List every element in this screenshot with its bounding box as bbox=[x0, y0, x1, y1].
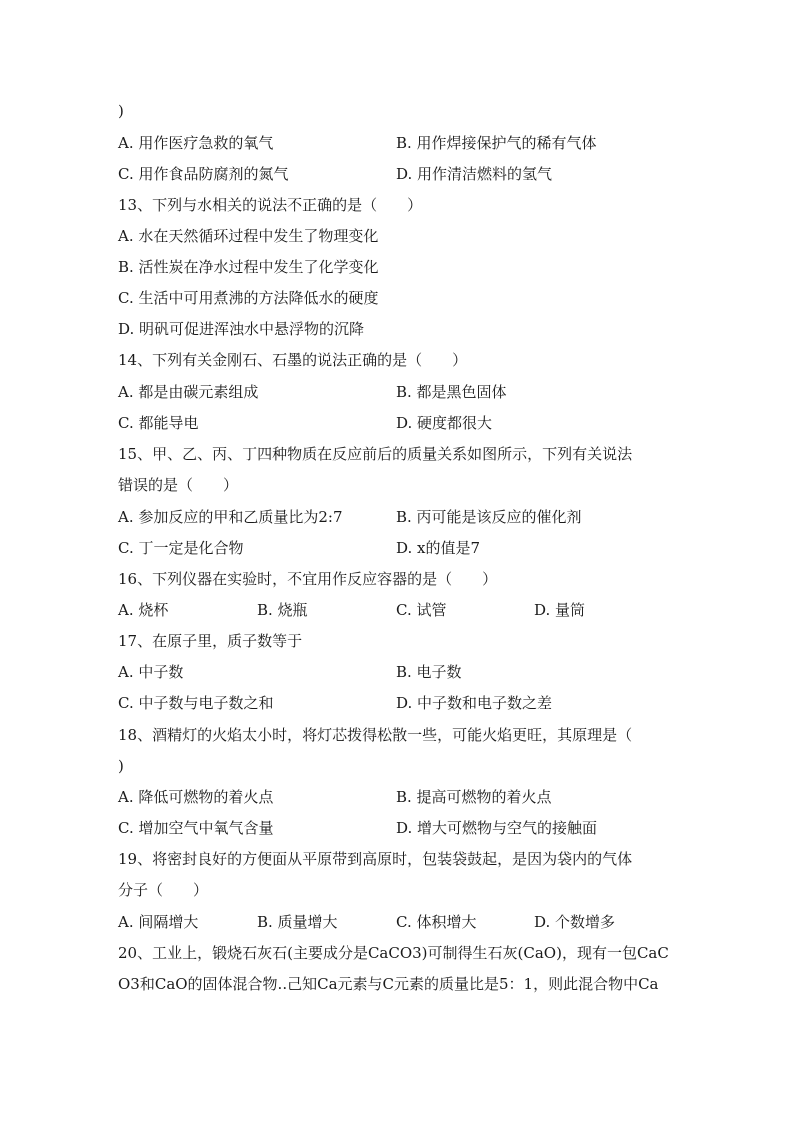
option-a: A. 中子数 bbox=[118, 663, 184, 681]
option-a: A. 水在天然循环过程中发生了物理变化 bbox=[118, 227, 379, 245]
option-c: C. 试管 bbox=[396, 601, 447, 619]
question-17: 17、在原子里，质子数等于 bbox=[118, 632, 303, 650]
option-a: A. 用作医疗急救的氧气 bbox=[118, 134, 274, 152]
question-20-cont: O3和CaO的固体混合物..己知Ca元素与C元素的质量比是5：1，则此混合物中Ca bbox=[118, 975, 659, 993]
question-16: 16、下列仪器在实验时，不宜用作反应容器的是（ ） bbox=[118, 570, 498, 588]
option-a: A. 参加反应的甲和乙质量比为2:7 bbox=[118, 508, 343, 526]
question-15: 15、甲、乙、丙、丁四种物质在反应前后的质量关系如图所示，下列有关说法 bbox=[118, 445, 633, 463]
option-b: B. 电子数 bbox=[396, 663, 462, 681]
option-c: C. 用作食品防腐剂的氮气 bbox=[118, 165, 289, 183]
option-d: D. 明矾可促进浑浊水中悬浮物的沉降 bbox=[118, 320, 365, 338]
option-b: B. 用作焊接保护气的稀有气体 bbox=[396, 134, 597, 152]
option-d: D. 中子数和电子数之差 bbox=[396, 694, 553, 712]
question-14: 14、下列有关金刚石、石墨的说法正确的是（ ） bbox=[118, 351, 468, 369]
option-c: C. 生活中可用煮沸的方法降低水的硬度 bbox=[118, 289, 379, 307]
question-13: 13、下列与水相关的说法不正确的是（ ） bbox=[118, 196, 423, 214]
option-c: C. 丁一定是化合物 bbox=[118, 539, 244, 557]
text-line: ) bbox=[118, 102, 124, 120]
question-19: 19、将密封良好的方便面从平原带到高原时，包装袋鼓起，是因为袋内的气体 bbox=[118, 850, 633, 868]
option-d: D. 硬度都很大 bbox=[396, 414, 493, 432]
question-18-cont: ) bbox=[118, 757, 124, 775]
option-c: C. 体积增大 bbox=[396, 913, 477, 931]
option-b: B. 都是黑色固体 bbox=[396, 383, 507, 401]
option-b: B. 质量增大 bbox=[257, 913, 338, 931]
question-19-cont: 分子（ ） bbox=[118, 881, 209, 899]
option-a: A. 都是由碳元素组成 bbox=[118, 383, 259, 401]
option-b: B. 活性炭在净水过程中发生了化学变化 bbox=[118, 258, 379, 276]
question-15-cont: 错误的是（ ） bbox=[118, 476, 239, 494]
option-d: D. 用作清洁燃料的氢气 bbox=[396, 165, 553, 183]
option-a: A. 间隔增大 bbox=[118, 913, 199, 931]
option-d: D. x的值是7 bbox=[396, 539, 481, 557]
option-d: D. 增大可燃物与空气的接触面 bbox=[396, 819, 598, 837]
option-b: B. 烧瓶 bbox=[257, 601, 308, 619]
option-a: A. 烧杯 bbox=[118, 601, 169, 619]
option-c: C. 都能导电 bbox=[118, 414, 199, 432]
question-18: 18、酒精灯的火焰太小时，将灯芯拨得松散一些，可能火焰更旺，其原理是（ bbox=[118, 726, 633, 744]
option-d: D. 量筒 bbox=[534, 601, 586, 619]
question-20: 20、工业上，锻烧石灰石(主要成分是CaCO3)可制得生石灰(CaO)，现有一包CaC bbox=[118, 944, 669, 962]
option-c: C. 中子数与电子数之和 bbox=[118, 694, 274, 712]
option-a: A. 降低可燃物的着火点 bbox=[118, 788, 274, 806]
option-d: D. 个数增多 bbox=[534, 913, 616, 931]
option-c: C. 增加空气中氧气含量 bbox=[118, 819, 274, 837]
option-b: B. 提高可燃物的着火点 bbox=[396, 788, 552, 806]
option-b: B. 丙可能是该反应的催化剂 bbox=[396, 508, 582, 526]
